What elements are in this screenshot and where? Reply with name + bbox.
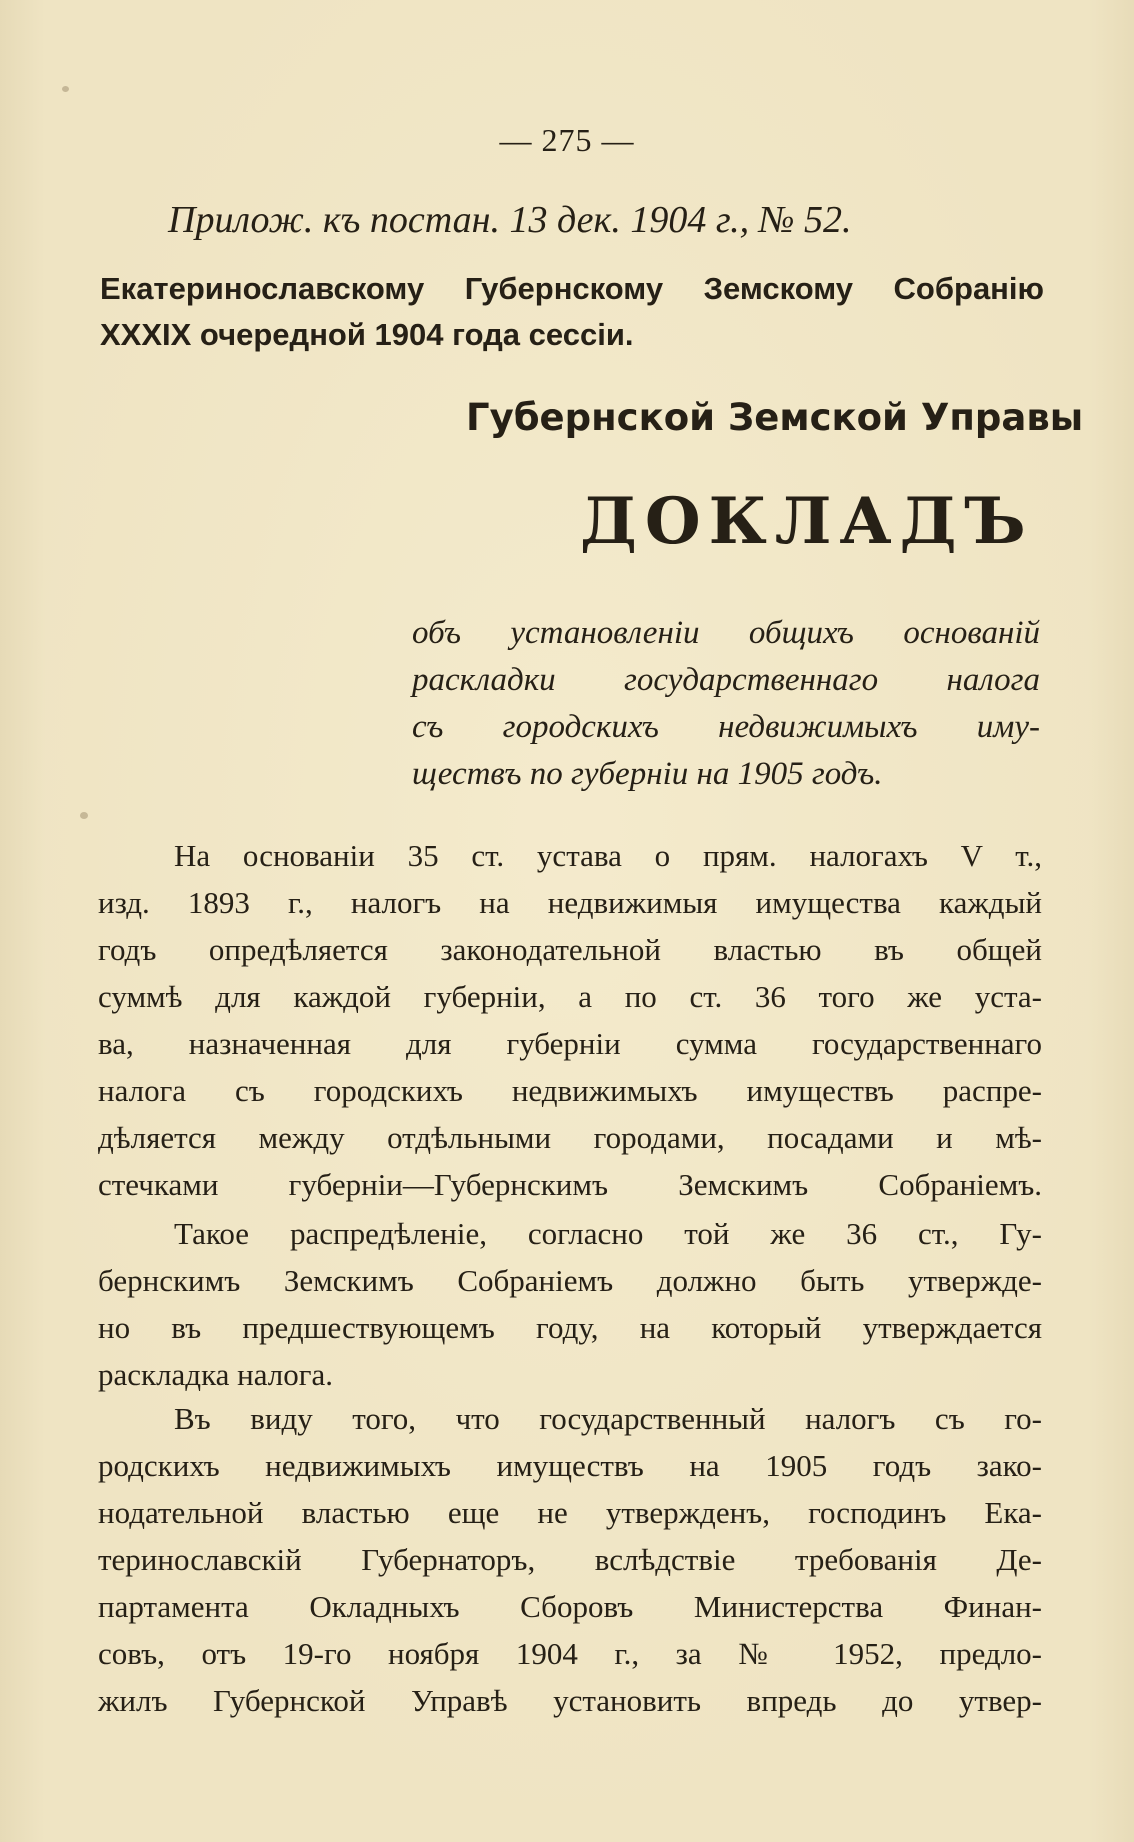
subject-line: съ городскихъ недвижимыхъ иму- (412, 709, 1040, 745)
text-line: дѣляется между отдѣльными городами, посадами и мѣ- (98, 1120, 1042, 1155)
subject-line: раскладки государственнаго налога (412, 662, 1040, 698)
text-line: ва, назначенная для губерніи сумма государственнаго (98, 1026, 1042, 1061)
text-line: но въ предшествующемъ году, на который утверждается (98, 1310, 1042, 1345)
subject-line: ществъ по губерніи на 1905 годъ. (412, 756, 883, 792)
text-line: налога съ городскихъ недвижимыхъ имуществъ распре- (98, 1073, 1042, 1108)
ink-spot (80, 812, 88, 819)
text-line: жилъ Губернской Управѣ установить впредь до утвер- (98, 1683, 1042, 1718)
text-line: Въ виду того, что государственный налогъ съ го- (174, 1401, 1042, 1436)
addressee-line: Екатеринославскому Губернскому Земскому Собранію (100, 271, 1044, 306)
addressee-line: XXXIX очередной 1904 года сессіи. (100, 317, 634, 352)
appendix-note: Прилож. къ постан. 13 дек. 1904 г., № 52. (168, 199, 852, 241)
text-line: партамента Окладныхъ Сборовъ Министерства Финан- (98, 1589, 1042, 1624)
text-line: нодательной властью еще не утвержденъ, господинъ Ека- (98, 1495, 1042, 1530)
text-line: раскладка налога. (98, 1357, 333, 1392)
addressee-block (100, 266, 1044, 358)
paragraph-3 (98, 1395, 1042, 1724)
report-subject (412, 610, 1040, 798)
text-line: родскихъ недвижимыхъ имуществъ на 1905 годъ зако- (98, 1448, 1042, 1483)
text-line: совъ, отъ 19-го ноября 1904 г., за № 1952, предло- (98, 1636, 1042, 1671)
paragraph-1 (98, 832, 1042, 1208)
subject-line: объ установленіи общихъ основаній (412, 615, 1040, 651)
text-line: изд. 1893 г., налогъ на недвижимыя имущества каждый (98, 885, 1042, 920)
text-line: суммѣ для каждой губерніи, а по ст. 36 того же уста- (98, 979, 1042, 1014)
page-number: — 275 — (499, 122, 635, 158)
text-line: стечками губерніи—Губернскимъ Земскимъ Собраніемъ. (98, 1167, 1042, 1202)
paragraph-2 (98, 1210, 1042, 1398)
text-line: бернскимъ Земскимъ Собраніемъ должно быть утвержде- (98, 1263, 1042, 1298)
text-line: теринославскій Губернаторъ, вслѣдствіе требованія Де- (98, 1542, 1042, 1577)
report-title: ДОКЛАДЪ (580, 484, 1034, 559)
text-line: На основаніи 35 ст. устава о прям. налогахъ V т., (174, 838, 1042, 873)
board-heading: Губернской Земской Управы (466, 396, 1084, 439)
text-line: годъ опредѣляется законодательной властью въ общей (98, 932, 1042, 967)
text-line: Такое распредѣленіе, согласно той же 36 ст., Гу- (174, 1216, 1042, 1251)
ink-spot (62, 86, 69, 92)
